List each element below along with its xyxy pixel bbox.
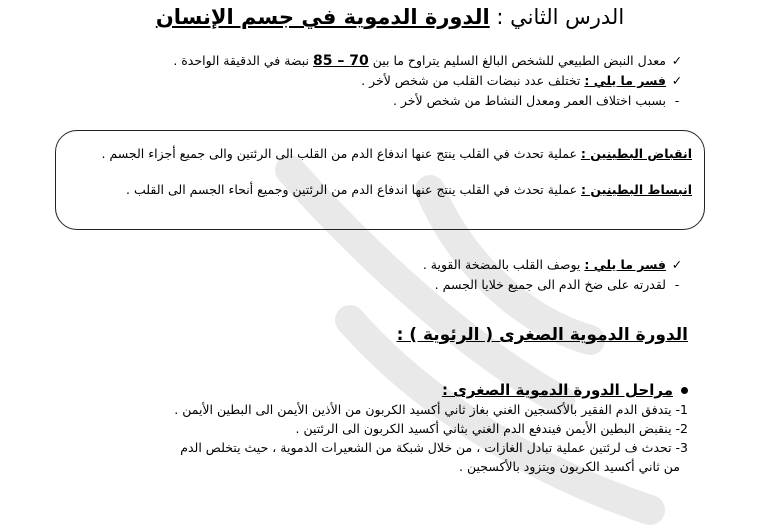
list-item (435, 276, 688, 294)
definitions-box (55, 130, 705, 230)
list-item (393, 92, 688, 110)
item-emphasis: فسر ما يلي : (584, 73, 666, 88)
item-emphasis: فسر ما يلي : (584, 257, 666, 272)
bullet-icon (681, 387, 688, 394)
step-item: 2- ينقبض البطين الأيمن فيندفع الدم الغني بثاني أكسيد الكربون الى الرئتين . (295, 421, 688, 436)
check-icon: ✓ (671, 257, 683, 272)
lesson-label: الدرس الثاني : (496, 5, 625, 29)
check-icon: ✓ (671, 53, 683, 68)
definition-term: انقباض البطينين : (580, 146, 692, 161)
item-text: معدل النبض الطبيعي للشخص البالغ السليم يتراوح ما بين (368, 53, 666, 68)
step-item: من ثاني أكسيد الكربون ويتزود بالأكسجين . (459, 459, 680, 474)
check-icon: ✓ (671, 73, 683, 88)
item-emphasis: 70 – 85 (313, 53, 369, 69)
section-heading: الدورة الدموية الصغرى ( الرئوية ) : (396, 325, 688, 345)
item-text: يوصف القلب بالمضخة القوية . (422, 257, 585, 272)
list-item (361, 72, 688, 90)
stages-heading: مراحل الدورة الدموية الصغرى : (442, 381, 688, 399)
dash-icon: - (674, 93, 680, 108)
page-title (150, 0, 630, 34)
list-item (423, 256, 688, 274)
definition-text: عملية تحدث في القلب ينتج عنها اندفاع الدم من القلب الى الرئتين والى جميع أجزاء الجسم . (101, 146, 581, 161)
definition-systole (102, 145, 692, 163)
dash-icon: - (674, 277, 680, 292)
definition-diastole (126, 181, 692, 199)
list-item (173, 52, 688, 70)
step-item: 1- يتدفق الدم الفقير بالأكسجين الغني بغاز ثاني أكسيد الكربون من الأذين الأيمن الى البطين الأيمن . (174, 402, 688, 417)
definition-term: انبساط البطينين : (581, 182, 692, 197)
item-text: لقدرته على ضخ الدم الى جميع خلايا الجسم . (434, 277, 666, 292)
step-item: 3- تحدث ف لرئتين عملية تبادل الغازات ، من خلال شبكة من الشعيرات الدموية ، حيث يتخلص الدم (180, 440, 688, 455)
item-text: نبضة في الدقيقة الواحدة . (173, 53, 314, 68)
definition-text: عملية تحدث في القلب ينتج عنها اندفاع الدم من الرئتين وجميع أنحاء الجسم الى القلب . (126, 182, 581, 197)
item-text: تختلف عدد نبضات القلب من شخص لأخر . (361, 73, 585, 88)
item-text: بسبب اختلاف العمر ومعدل النشاط من شخص لأخر . (392, 93, 666, 108)
lesson-topic: الدورة الدموية في جسم الإنسان (155, 5, 490, 29)
